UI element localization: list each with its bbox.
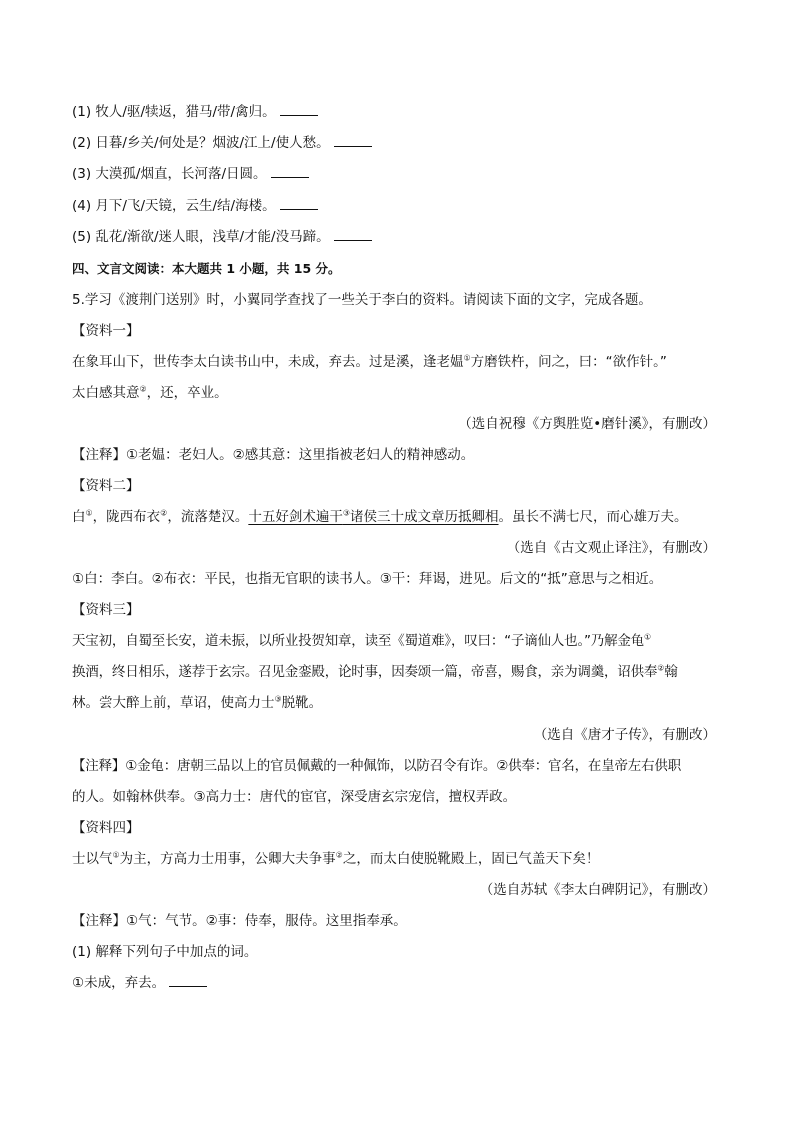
text-run: 方磨铁杵，问之，曰：“欲作针。” xyxy=(470,354,667,370)
material-1-heading: 【资料一】 xyxy=(72,323,140,339)
text-run: 为主，方高力士用事，公卿大夫争事 xyxy=(119,851,336,867)
text-run: 十五好剑术遍干 xyxy=(248,509,343,525)
footnote-mark: ② xyxy=(335,850,343,860)
poem-item-text: (1) 牧人/驱/犊返，猎马/带/禽归。 xyxy=(72,104,276,120)
poem-item-text: (4) 月下/飞/天镜，云生/结/海楼。 xyxy=(72,198,276,214)
answer-blank[interactable] xyxy=(280,103,318,116)
material-2-line-1 xyxy=(72,507,716,527)
text-run: 白 xyxy=(72,509,86,525)
poem-item-4 xyxy=(72,196,716,216)
question-5-intro: 5.学习《渡荆门送别》时，小翼同学查找了一些关于李白的资料。请阅读下面的文字，完成各题。 xyxy=(72,292,652,308)
answer-blank[interactable] xyxy=(334,134,372,147)
underlined-sentence xyxy=(248,509,498,525)
text-run: 之，而太白使脱靴殿上，固已气盖天下矣！ xyxy=(342,851,600,867)
footnote-mark: ① xyxy=(112,850,120,860)
material-4-note: 【注释】①气：气节。②事：侍奉，服侍。这里指奉承。 xyxy=(72,913,407,929)
text-run: 换酒，终日相乐，遂荐于玄宗。召见金銮殿，论时事，因奏颂一篇，帝喜，赐食，亲为调羹，诏供奉 xyxy=(72,664,658,680)
material-2-note: ①白：李白。②布衣：平民，也指无官职的读书人。③干：拜谒，进见。后文的“抵”意思与之相近。 xyxy=(72,571,663,587)
text-run: 太白感其意 xyxy=(72,385,140,401)
poem-item-2 xyxy=(72,133,716,153)
material-4-source: （选自苏轼《李太白碑阴记》，有删改） xyxy=(479,882,716,898)
material-2-source: （选自《古文观止译注》，有删改） xyxy=(506,540,716,556)
material-4-line-1 xyxy=(72,849,716,869)
text-run: 天宝初，自蜀至长安，道未振，以所业投贺知章，读至《蜀道难》，叹曰：“子谪仙人也。”乃解金龟 xyxy=(72,633,644,649)
material-1-source: （选自祝穆《方舆胜览•磨针溪》，有删改） xyxy=(458,416,716,432)
text-run: ，流落楚汉。 xyxy=(167,509,249,525)
poem-item-text: (5) 乱花/渐欲/迷人眼，浅草/才能/没马蹄。 xyxy=(72,229,330,245)
material-3-source: （选自《唐才子传》，有删改） xyxy=(533,727,716,743)
answer-blank[interactable] xyxy=(334,228,372,241)
material-3-line-2 xyxy=(72,662,716,682)
material-3-note-line-2: 的人。如翰林供奉。③高力士：唐代的宦官，深受唐玄宗宠信，擅权弄政。 xyxy=(72,789,517,805)
footnote-mark: ② xyxy=(657,663,665,673)
footnote-mark: ① xyxy=(463,353,471,363)
poem-item-5 xyxy=(72,227,716,247)
footnote-mark: ① xyxy=(85,508,93,518)
footnote-mark: ③ xyxy=(342,508,351,518)
text-run: 在象耳山下，世传李太白读书山中，未成，弃去。过是溪，逢老媪 xyxy=(72,354,464,370)
poem-item-3 xyxy=(72,164,716,184)
text-run: 翰 xyxy=(664,664,678,680)
material-4-heading: 【资料四】 xyxy=(72,820,140,836)
material-1-line-1 xyxy=(72,352,716,372)
sub-question-1: (1) 解释下列句子中加点的词。 xyxy=(72,944,258,960)
material-1-note: 【注释】①老媪：老妇人。②感其意：这里指被老妇人的精神感动。 xyxy=(72,447,475,463)
text-run: ，陇西布衣 xyxy=(92,509,161,525)
footnote-mark: ② xyxy=(139,384,147,394)
text-run: 诸侯三十成文章历抵卿相 xyxy=(350,509,499,525)
material-1-line-2 xyxy=(72,383,716,403)
footnote-mark: ① xyxy=(644,632,651,642)
text-run: 脱靴。 xyxy=(281,695,323,711)
material-3-line-3 xyxy=(72,693,716,713)
text-run: 林。尝大醉上前，草诏，使高力士 xyxy=(72,695,275,711)
poem-item-1 xyxy=(72,102,716,122)
answer-blank[interactable] xyxy=(271,165,309,178)
footnote-mark: ③ xyxy=(274,694,282,704)
poem-item-text: (2) 日暮/乡关/何处是？烟波/江上/使人愁。 xyxy=(72,135,330,151)
answer-blank[interactable] xyxy=(169,974,207,987)
text-run: ①未成，弃去。 xyxy=(72,975,166,991)
material-3-note-line-1: 【注释】①金龟：唐朝三品以上的官员佩戴的一种佩饰，以防召令有诈。②供奉：官名，在皇帝左右供职 xyxy=(72,758,682,774)
footnote-mark: ② xyxy=(160,508,168,518)
answer-blank[interactable] xyxy=(280,197,318,210)
text-run: 士以气 xyxy=(72,851,113,867)
material-3-line-1 xyxy=(72,631,716,651)
material-3-heading: 【资料三】 xyxy=(72,602,140,618)
text-run: 。虽长不满七尺，而心雄万夫。 xyxy=(498,509,688,525)
section-heading: 四、文言文阅读：本大题共 1 小题，共 15 分。 xyxy=(72,261,341,276)
sub-item-1 xyxy=(72,973,716,993)
text-run: ，还，卒业。 xyxy=(146,385,228,401)
poem-item-text: (3) 大漠孤/烟直，长河落/日圆。 xyxy=(72,166,267,182)
material-2-heading: 【资料二】 xyxy=(72,478,140,494)
